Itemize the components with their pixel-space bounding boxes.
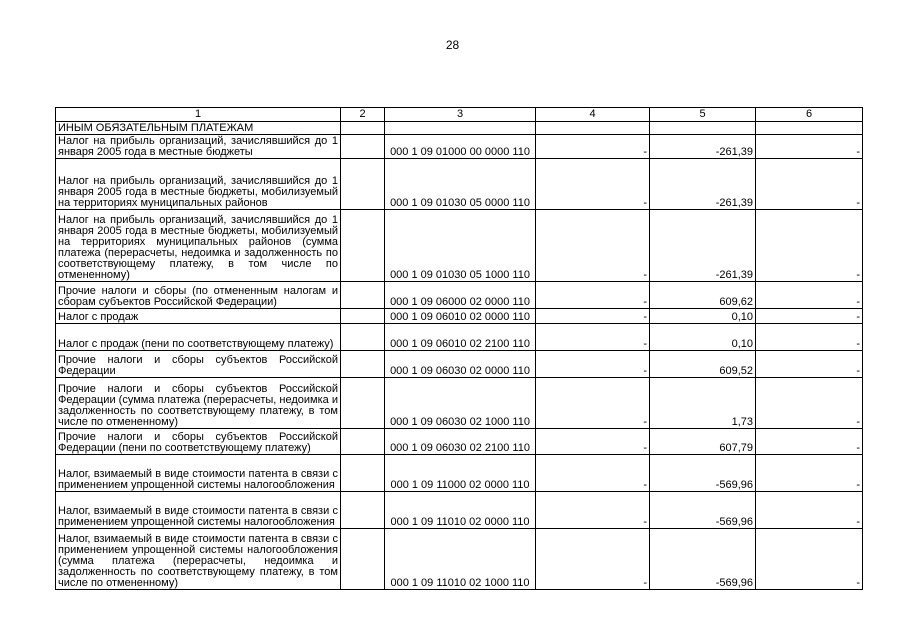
row-col-2 xyxy=(341,455,385,492)
row-col-6: - xyxy=(756,324,863,351)
budget-table xyxy=(55,107,863,590)
row-name: Налог, взимаемый в виде стоимости патента в связи с применением упрощенной системы налогообложения (сумма платежа (перерасчеты, недоимка и задолженность по соответствующему платежу, в том числе по отмененному) xyxy=(56,529,341,590)
page-number: 28 xyxy=(445,38,460,52)
row-col-6: - xyxy=(756,529,863,590)
header-col-2: 2 xyxy=(341,108,385,122)
row-col-6: - xyxy=(756,351,863,378)
row-col-4: - xyxy=(536,429,650,455)
section-title: ИНЫМ ОБЯЗАТЕЛЬНЫМ ПЛАТЕЖАМ xyxy=(56,122,341,135)
row-amount: -261,39 xyxy=(650,135,756,159)
row-col-4: - xyxy=(536,210,650,282)
row-code: 000 1 09 06000 02 0000 110 xyxy=(385,282,536,309)
row-col-2 xyxy=(341,378,385,429)
row-col-4: - xyxy=(536,324,650,351)
row-amount: -261,39 xyxy=(650,210,756,282)
row-col-2 xyxy=(341,309,385,324)
header-col-5: 5 xyxy=(650,108,756,122)
row-name: Налог на прибыль организаций, зачислявшийся до 1 января 2005 года в местные бюджеты xyxy=(56,135,341,159)
row-amount: -569,96 xyxy=(650,455,756,492)
row-name: Налог с продаж xyxy=(56,309,341,324)
row-col-2 xyxy=(341,351,385,378)
empty-cell xyxy=(650,122,756,135)
table-row xyxy=(56,210,863,282)
row-code: 000 1 09 11000 02 0000 110 xyxy=(385,455,536,492)
section-row xyxy=(56,122,863,135)
row-col-4: - xyxy=(536,492,650,529)
row-code: 000 1 09 11010 02 0000 110 xyxy=(385,492,536,529)
table-row xyxy=(56,378,863,429)
table-row xyxy=(56,529,863,590)
row-amount: 1,73 xyxy=(650,378,756,429)
row-name: Налог на прибыль организаций, зачислявшийся до 1 января 2005 года в местные бюджеты, мобилизуемый на территориях муниципальных районов (сумма платежа (перерасчеты, недоимка и задолженность по соответствующему платежу, в том числе по отмененному) xyxy=(56,210,341,282)
row-name: Налог, взимаемый в виде стоимости патента в связи с применением упрощенной системы налогообложения xyxy=(56,455,341,492)
row-name: Налог на прибыль организаций, зачислявшийся до 1 января 2005 года в местные бюджеты, мобилизуемый на территориях муниципальных районов xyxy=(56,159,341,210)
row-col-4: - xyxy=(536,309,650,324)
row-amount: 609,52 xyxy=(650,351,756,378)
row-col-2 xyxy=(341,324,385,351)
row-col-4: - xyxy=(536,378,650,429)
row-col-4: - xyxy=(536,455,650,492)
table-row xyxy=(56,309,863,324)
table-row xyxy=(56,492,863,529)
header-row xyxy=(56,108,863,122)
empty-cell xyxy=(341,122,385,135)
row-name: Налог, взимаемый в виде стоимости патента в связи с применением упрощенной системы налогообложения xyxy=(56,492,341,529)
row-col-2 xyxy=(341,210,385,282)
row-col-6: - xyxy=(756,210,863,282)
header-col-3: 3 xyxy=(385,108,536,122)
row-col-2 xyxy=(341,529,385,590)
row-col-6: - xyxy=(756,135,863,159)
header-col-1: 1 xyxy=(56,108,341,122)
row-amount: 0,10 xyxy=(650,324,756,351)
empty-cell xyxy=(756,122,863,135)
row-col-2 xyxy=(341,159,385,210)
row-code: 000 1 09 06030 02 1000 110 xyxy=(385,378,536,429)
row-code: 000 1 09 01000 00 0000 110 xyxy=(385,135,536,159)
row-name: Налог с продаж (пени по соответствующему платежу) xyxy=(56,324,341,351)
row-code: 000 1 09 11010 02 1000 110 xyxy=(385,529,536,590)
row-amount: -569,96 xyxy=(650,492,756,529)
table-row xyxy=(56,351,863,378)
row-col-2 xyxy=(341,492,385,529)
row-col-4: - xyxy=(536,135,650,159)
row-amount: 609,62 xyxy=(650,282,756,309)
row-name: Прочие налоги и сборы (по отмененным налогам и сборам субъектов Российской Федерации) xyxy=(56,282,341,309)
table-row xyxy=(56,429,863,455)
row-code: 000 1 09 06010 02 2100 110 xyxy=(385,324,536,351)
row-col-4: - xyxy=(536,529,650,590)
header-col-6: 6 xyxy=(756,108,863,122)
row-col-6: - xyxy=(756,159,863,210)
table-row xyxy=(56,135,863,159)
row-amount: -261,39 xyxy=(650,159,756,210)
row-amount: 607,79 xyxy=(650,429,756,455)
row-name: Прочие налоги и сборы субъектов Российской Федерации (пени по соответствующему платежу) xyxy=(56,429,341,455)
row-code: 000 1 09 06030 02 0000 110 xyxy=(385,351,536,378)
row-col-6: - xyxy=(756,282,863,309)
row-col-2 xyxy=(341,282,385,309)
table-row xyxy=(56,455,863,492)
empty-cell xyxy=(385,122,536,135)
row-col-2 xyxy=(341,135,385,159)
row-code: 000 1 09 01030 05 1000 110 xyxy=(385,210,536,282)
row-amount: -569,96 xyxy=(650,529,756,590)
table-row xyxy=(56,159,863,210)
empty-cell xyxy=(536,122,650,135)
row-code: 000 1 09 06030 02 2100 110 xyxy=(385,429,536,455)
row-col-2 xyxy=(341,429,385,455)
table-row xyxy=(56,282,863,309)
row-col-6: - xyxy=(756,429,863,455)
row-code: 000 1 09 06010 02 0000 110 xyxy=(385,309,536,324)
header-col-4: 4 xyxy=(536,108,650,122)
row-amount: 0,10 xyxy=(650,309,756,324)
row-col-4: - xyxy=(536,282,650,309)
row-code: 000 1 09 01030 05 0000 110 xyxy=(385,159,536,210)
row-col-4: - xyxy=(536,159,650,210)
row-col-6: - xyxy=(756,309,863,324)
row-col-4: - xyxy=(536,351,650,378)
row-col-6: - xyxy=(756,492,863,529)
row-col-6: - xyxy=(756,455,863,492)
table-row xyxy=(56,324,863,351)
row-name: Прочие налоги и сборы субъектов Российской Федерации xyxy=(56,351,341,378)
row-col-6: - xyxy=(756,378,863,429)
row-name: Прочие налоги и сборы субъектов Российской Федерации (сумма платежа (перерасчеты, недоимка и задолженность по соответствующему платежу, в том числе по отмененному) xyxy=(56,378,341,429)
